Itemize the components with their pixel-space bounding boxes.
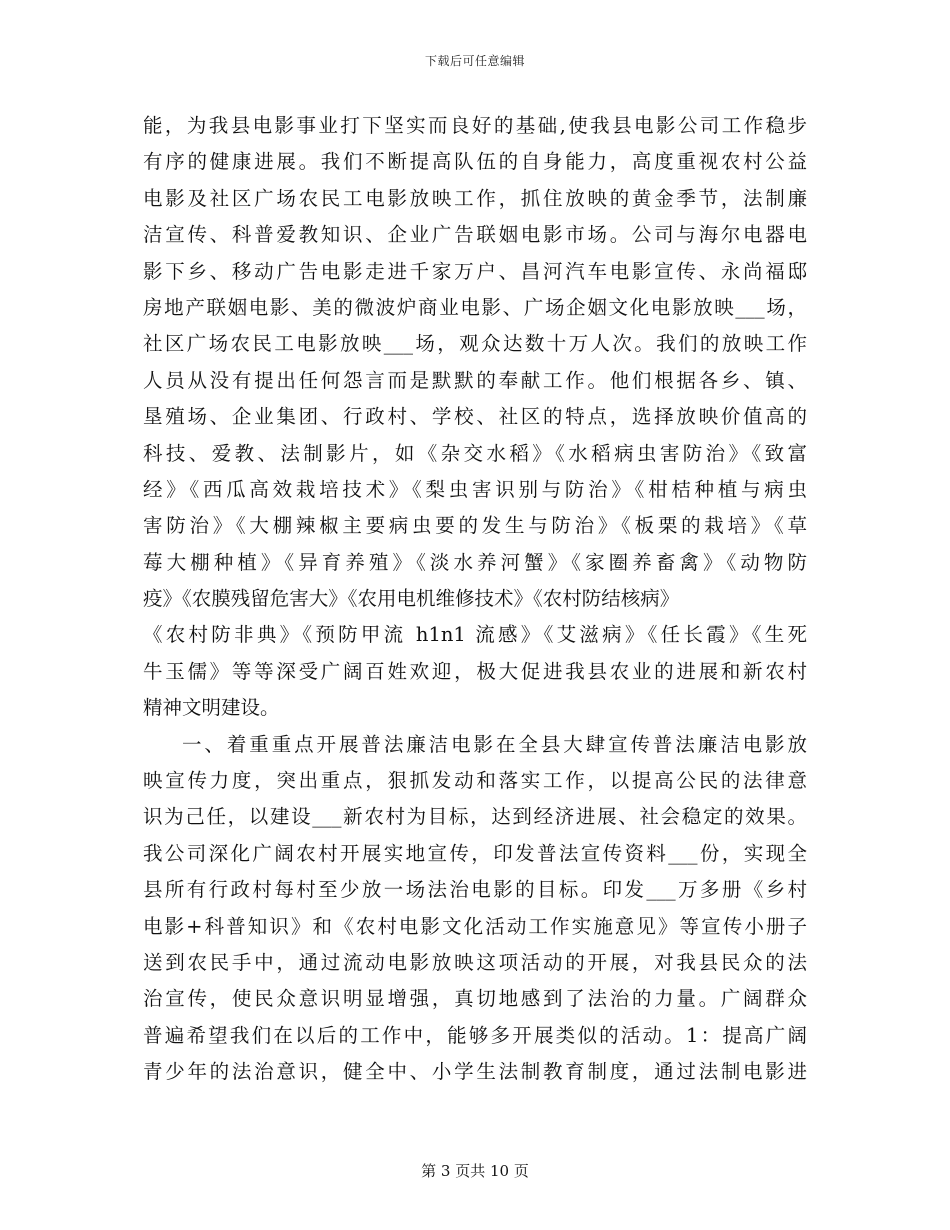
text-line: 能，为我县电影事业打下坚实而良好的基础,使我县电影公司工作稳步 (143, 114, 807, 137)
text-line: 映宣传力度，突出重点，狠抓发动和落实工作，以提高公民的法律意 (143, 769, 807, 793)
text-line: 牛玉儒》等等深受广阔百姓欢迎，极大促进我县农业的进展和新农村 (143, 659, 807, 683)
text-line: 精神文明建设。 (143, 696, 280, 720)
text-line: 电影+科普知识》和《农村电影文化活动工作实施意见》等宣传小册子 (143, 914, 807, 938)
paragraph-start-line: 一、着重重点开展普法廉洁电影在全县大肆宣传普法廉洁电影放 (182, 732, 807, 756)
text-line: 经》《西瓜高效栽培技术》《梨虫害识别与防治》《柑桔种植与病虫 (143, 477, 807, 501)
text-line: 县所有行政村每村至少放一场法治电影的目标。印发___万多册《乡村 (143, 878, 807, 902)
text-line: 普遍希望我们在以后的工作中，能够多开展类似的活动。1：提高广阔 (143, 1023, 807, 1047)
text-line: 治宣传，使民众意识明显增强，真切地感到了法治的力量。广阔群众 (143, 987, 807, 1011)
page-footer: 第 3 页共 10 页 (421, 1162, 529, 1180)
body-text (143, 108, 807, 1091)
text-line: 洁宣传、科普爱教知识、企业广告联姻电影市场。公司与海尔电器电 (143, 223, 807, 247)
text-line: 人员从没有提出任何怨言而是默默的奉献工作。他们根据各乡、镇、 (143, 368, 807, 392)
text-line: 科技、爱教、法制影片，如《杂交水稻》《水稻病虫害防治》《致富 (143, 441, 807, 465)
text-line: 我公司深化广阔农村开展实地宣传，印发普法宣传资料___份，实现全 (143, 841, 807, 865)
text-line: 房地产联姻电影、美的微波炉商业电影、广场企姻文化电影放映___场， (143, 295, 807, 319)
text-line: 送到农民手中，通过流动电影放映这项活动的开展，对我县民众的法 (143, 950, 807, 974)
text-line: 有序的健康进展。我们不断提高队伍的自身能力，高度重视农村公益 (143, 150, 807, 174)
text-line: 青少年的法治意识，健全中、小学生法制教育制度，通过法制电影进 (143, 1060, 807, 1084)
text-line: 电影及社区广场农民工电影放映工作，抓住放映的黄金季节，法制廉 (143, 186, 807, 210)
text-line: 社区广场农民工电影放映___场，观众达数十万人次。我们的放映工作 (143, 332, 807, 356)
text-line: 垦殖场、企业集团、行政村、学校、社区的特点，选择放映价值高的 (143, 405, 807, 429)
text-line: 识为己任，以建设___新农村为目标，达到经济进展、社会稳定的效果。 (143, 805, 807, 829)
text-line: 《农村防非典》《预防甲流 h1n1 流感》《艾滋病》《任长霞》《生死 (143, 623, 807, 647)
text-line: 莓大棚种植》《异育养殖》《淡水养河蟹》《家圈养畜禽》《动物防 (143, 550, 807, 574)
page-header: 下载后可任意编辑 (424, 54, 525, 68)
text-line: 疫》《农膜残留危害大》《农用电机维修技术》《农村防结核病》 (143, 587, 680, 611)
text-line: 影下乡、移动广告电影走进千家万户、昌河汽车电影宣传、永尚福邸 (143, 259, 807, 283)
text-line: 害防治》《大棚辣椒主要病虫要的发生与防治》《板栗的栽培》《草 (143, 514, 807, 538)
